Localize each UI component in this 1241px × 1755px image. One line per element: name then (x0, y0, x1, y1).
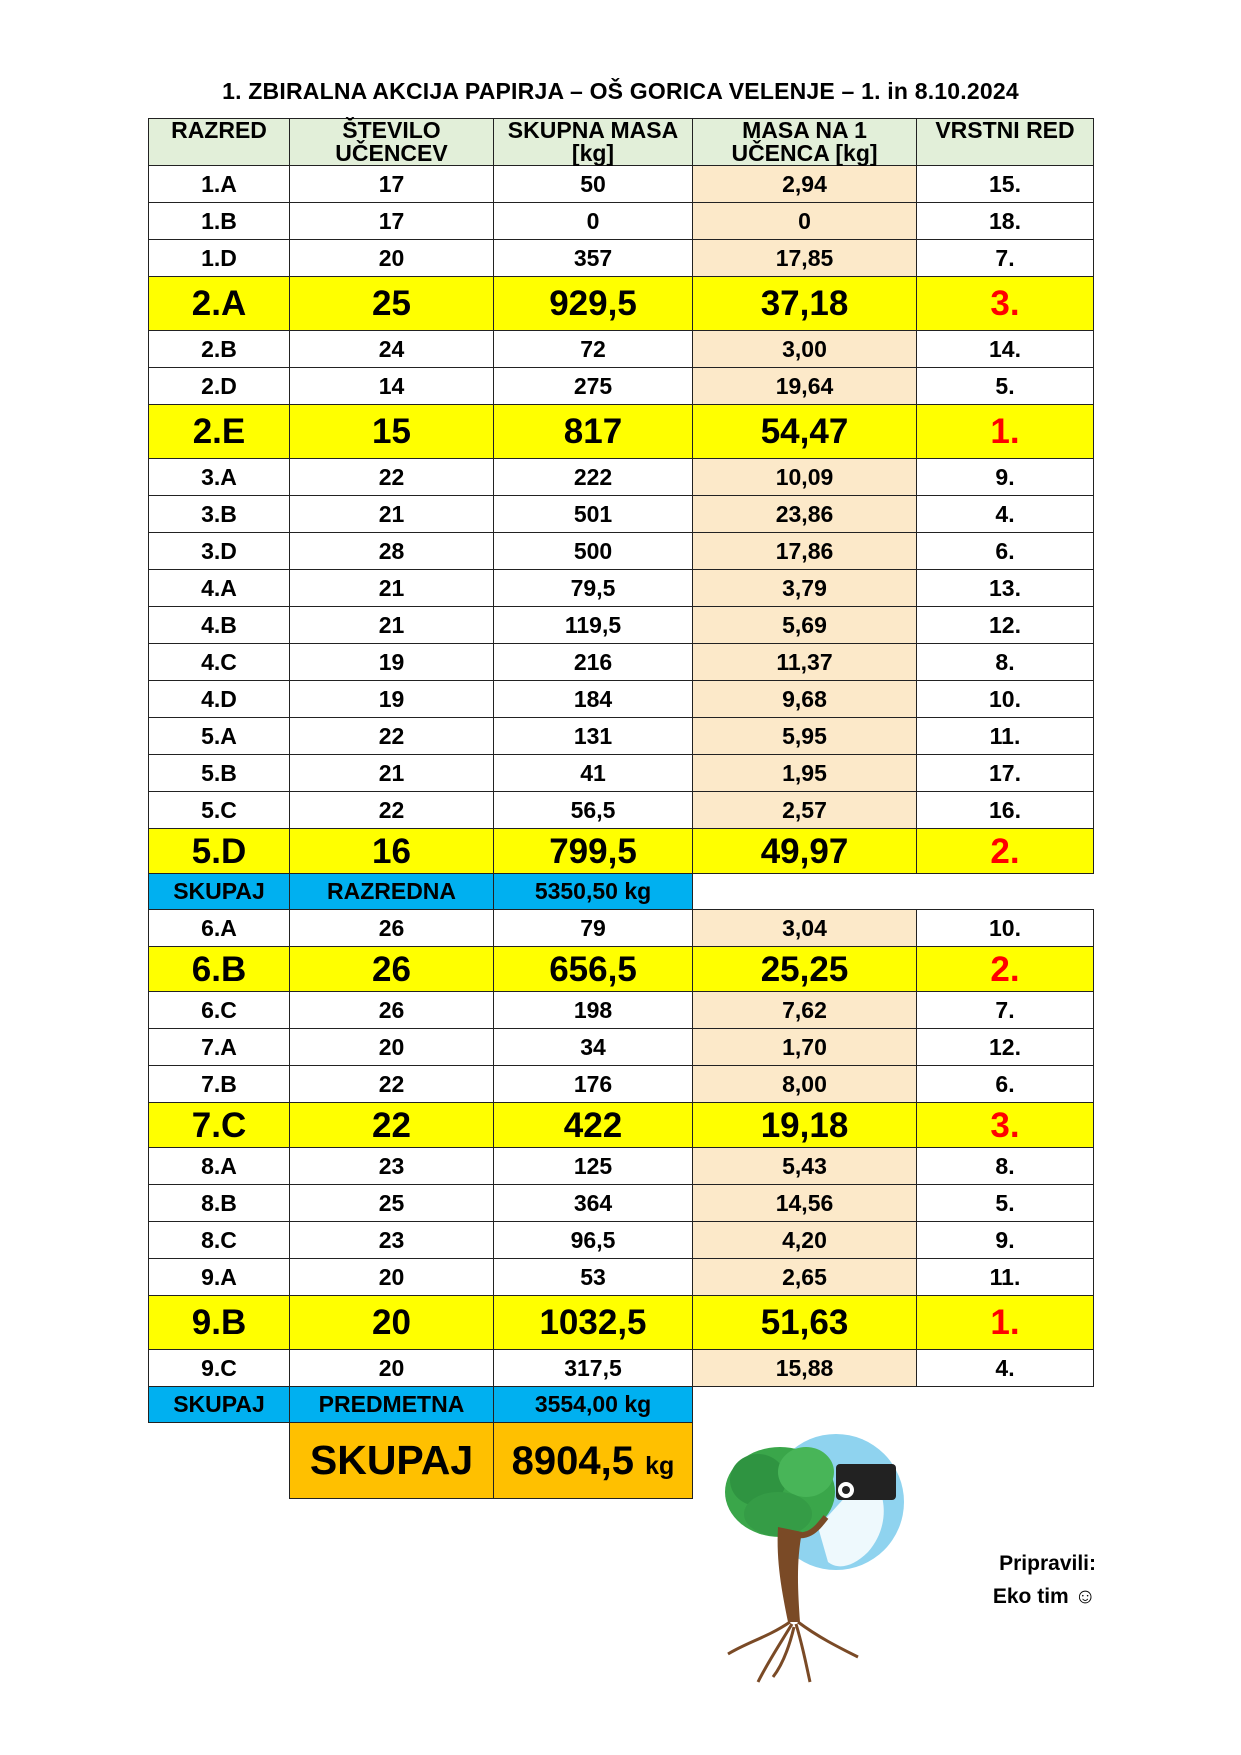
cell-stevilo-ucencev: 20 (290, 1296, 494, 1350)
cell-masa-na-ucenca: 5,69 (693, 607, 917, 644)
cell-stevilo-ucencev: 23 (290, 1222, 494, 1259)
empty-cell (149, 1423, 290, 1499)
cell-skupna-masa: 79 (494, 910, 693, 947)
cell-razred: 5.D (149, 829, 290, 874)
cell-masa-na-ucenca: 17,86 (693, 533, 917, 570)
table-row (149, 166, 1094, 203)
cell-masa-na-ucenca: 0 (693, 203, 917, 240)
cell-razred: 4.D (149, 681, 290, 718)
cell-stevilo-ucencev: 22 (290, 792, 494, 829)
table-row (149, 368, 1094, 405)
cell-skupna-masa: 72 (494, 331, 693, 368)
cell-masa-na-ucenca: 14,56 (693, 1185, 917, 1222)
cell-masa-na-ucenca: 19,64 (693, 368, 917, 405)
cell-razred: 4.C (149, 644, 290, 681)
cell-vrstni-red: 7. (917, 240, 1094, 277)
cell-razred: 2.A (149, 277, 290, 331)
cell-stevilo-ucencev: 28 (290, 533, 494, 570)
cell-stevilo-ucencev: 23 (290, 1148, 494, 1185)
cell-masa-na-ucenca: 23,86 (693, 496, 917, 533)
cell-vrstni-red: 4. (917, 1350, 1094, 1387)
table-row (149, 910, 1094, 947)
cell-vrstni-red: 17. (917, 755, 1094, 792)
cell-razred: 6.C (149, 992, 290, 1029)
cell-vrstni-red: 8. (917, 644, 1094, 681)
table-row (149, 570, 1094, 607)
credits (993, 1547, 1096, 1613)
cell-skupna-masa: 125 (494, 1148, 693, 1185)
table-row (149, 829, 1094, 874)
cell-masa-na-ucenca: 1,70 (693, 1029, 917, 1066)
cell-skupna-masa: 817 (494, 405, 693, 459)
cell-stevilo-ucencev: 19 (290, 644, 494, 681)
total-value: 3554,00 kg (494, 1387, 693, 1423)
cell-razred: 3.A (149, 459, 290, 496)
cell-vrstni-red: 10. (917, 681, 1094, 718)
cell-skupna-masa: 79,5 (494, 570, 693, 607)
header-razred: RAZRED (149, 119, 290, 166)
cell-vrstni-red: 14. (917, 331, 1094, 368)
cell-masa-na-ucenca: 3,00 (693, 331, 917, 368)
cell-skupna-masa: 929,5 (494, 277, 693, 331)
table-row (149, 644, 1094, 681)
cell-masa-na-ucenca: 10,09 (693, 459, 917, 496)
empty-cell (693, 1387, 917, 1423)
cell-skupna-masa: 50 (494, 166, 693, 203)
cell-razred: 7.C (149, 1103, 290, 1148)
cell-skupna-masa: 500 (494, 533, 693, 570)
cell-razred: 3.D (149, 533, 290, 570)
table-row (149, 992, 1094, 1029)
cell-masa-na-ucenca: 37,18 (693, 277, 917, 331)
cell-skupna-masa: 56,5 (494, 792, 693, 829)
header-vrstni-red: VRSTNI RED (917, 119, 1094, 166)
cell-masa-na-ucenca: 1,95 (693, 755, 917, 792)
cell-razred: 2.B (149, 331, 290, 368)
cell-razred: 1.A (149, 166, 290, 203)
cell-stevilo-ucencev: 25 (290, 277, 494, 331)
table-row (149, 1029, 1094, 1066)
credits-line-1: Pripravili: (999, 1552, 1096, 1575)
total-label: SKUPAJ (149, 1387, 290, 1423)
table-row (149, 277, 1094, 331)
cell-razred: 8.B (149, 1185, 290, 1222)
cell-masa-na-ucenca: 2,94 (693, 166, 917, 203)
cell-vrstni-red: 16. (917, 792, 1094, 829)
cell-stevilo-ucencev: 20 (290, 240, 494, 277)
grand-total-value (494, 1423, 693, 1499)
razredna-total-row (149, 874, 1094, 910)
results-table (148, 118, 1094, 1499)
cell-stevilo-ucencev: 15 (290, 405, 494, 459)
cell-stevilo-ucencev: 17 (290, 203, 494, 240)
cell-skupna-masa: 799,5 (494, 829, 693, 874)
cell-vrstni-red: 8. (917, 1148, 1094, 1185)
cell-masa-na-ucenca: 9,68 (693, 681, 917, 718)
table-row (149, 1259, 1094, 1296)
header-masa-na-ucenca: MASA NA 1 UČENCA [kg] (693, 119, 917, 166)
cell-stevilo-ucencev: 16 (290, 829, 494, 874)
cell-masa-na-ucenca: 25,25 (693, 947, 917, 992)
cell-masa-na-ucenca: 2,57 (693, 792, 917, 829)
cell-razred: 7.A (149, 1029, 290, 1066)
empty-cell (917, 1423, 1094, 1499)
cell-stevilo-ucencev: 21 (290, 570, 494, 607)
table-row (149, 459, 1094, 496)
cell-stevilo-ucencev: 22 (290, 1103, 494, 1148)
cell-stevilo-ucencev: 20 (290, 1029, 494, 1066)
grand-total-label: SKUPAJ (290, 1423, 494, 1499)
header-row (149, 119, 1094, 166)
cell-razred: 4.B (149, 607, 290, 644)
header-skupna-masa: SKUPNA MASA [kg] (494, 119, 693, 166)
cell-skupna-masa: 422 (494, 1103, 693, 1148)
cell-stevilo-ucencev: 22 (290, 1066, 494, 1103)
cell-razred: 4.A (149, 570, 290, 607)
total-label: SKUPAJ (149, 874, 290, 910)
cell-vrstni-red: 10. (917, 910, 1094, 947)
cell-vrstni-red: 6. (917, 533, 1094, 570)
cell-stevilo-ucencev: 26 (290, 992, 494, 1029)
table-row (149, 1066, 1094, 1103)
total-type: PREDMETNA (290, 1387, 494, 1423)
cell-masa-na-ucenca: 3,79 (693, 570, 917, 607)
cell-masa-na-ucenca: 15,88 (693, 1350, 917, 1387)
table-row (149, 1350, 1094, 1387)
cell-stevilo-ucencev: 26 (290, 910, 494, 947)
cell-vrstni-red: 18. (917, 203, 1094, 240)
cell-vrstni-red: 2. (917, 947, 1094, 992)
cell-razred: 1.D (149, 240, 290, 277)
cell-skupna-masa: 222 (494, 459, 693, 496)
cell-vrstni-red: 11. (917, 1259, 1094, 1296)
cell-skupna-masa: 184 (494, 681, 693, 718)
table-row (149, 1185, 1094, 1222)
cell-stevilo-ucencev: 14 (290, 368, 494, 405)
credits-line-2: Eko tim ☺ (992, 1585, 1096, 1608)
cell-vrstni-red: 13. (917, 570, 1094, 607)
cell-masa-na-ucenca: 19,18 (693, 1103, 917, 1148)
cell-stevilo-ucencev: 25 (290, 1185, 494, 1222)
cell-skupna-masa: 119,5 (494, 607, 693, 644)
table-row (149, 331, 1094, 368)
cell-razred: 7.B (149, 1066, 290, 1103)
cell-masa-na-ucenca: 5,95 (693, 718, 917, 755)
cell-skupna-masa: 1032,5 (494, 1296, 693, 1350)
cell-skupna-masa: 53 (494, 1259, 693, 1296)
cell-masa-na-ucenca: 17,85 (693, 240, 917, 277)
cell-skupna-masa: 198 (494, 992, 693, 1029)
cell-razred: 3.B (149, 496, 290, 533)
cell-stevilo-ucencev: 21 (290, 496, 494, 533)
cell-stevilo-ucencev: 22 (290, 459, 494, 496)
empty-cell (693, 874, 917, 910)
cell-skupna-masa: 357 (494, 240, 693, 277)
cell-masa-na-ucenca: 5,43 (693, 1148, 917, 1185)
cell-vrstni-red: 2. (917, 829, 1094, 874)
cell-razred: 5.C (149, 792, 290, 829)
document-title: 1. ZBIRALNA AKCIJA PAPIRJA – OŠ GORICA VELENJE – 1. in 8.10.2024 (222, 78, 1019, 104)
table-row (149, 1296, 1094, 1350)
cell-razred: 5.A (149, 718, 290, 755)
cell-vrstni-red: 5. (917, 1185, 1094, 1222)
cell-vrstni-red: 9. (917, 459, 1094, 496)
cell-skupna-masa: 216 (494, 644, 693, 681)
cell-stevilo-ucencev: 21 (290, 607, 494, 644)
cell-masa-na-ucenca: 7,62 (693, 992, 917, 1029)
grand-total-row (149, 1423, 1094, 1499)
grand-total-unit: kg (645, 1451, 675, 1480)
cell-stevilo-ucencev: 24 (290, 331, 494, 368)
table-row (149, 496, 1094, 533)
eko-tim-tree-logo (718, 1432, 918, 1692)
cell-masa-na-ucenca: 54,47 (693, 405, 917, 459)
cell-stevilo-ucencev: 21 (290, 755, 494, 792)
cell-vrstni-red: 12. (917, 607, 1094, 644)
cell-skupna-masa: 364 (494, 1185, 693, 1222)
cell-razred: 2.E (149, 405, 290, 459)
cell-masa-na-ucenca: 3,04 (693, 910, 917, 947)
table-row (149, 1103, 1094, 1148)
cell-vrstni-red: 1. (917, 405, 1094, 459)
cell-razred: 8.A (149, 1148, 290, 1185)
cell-masa-na-ucenca: 49,97 (693, 829, 917, 874)
cell-skupna-masa: 317,5 (494, 1350, 693, 1387)
cell-stevilo-ucencev: 19 (290, 681, 494, 718)
cell-razred: 6.A (149, 910, 290, 947)
cell-masa-na-ucenca: 2,65 (693, 1259, 917, 1296)
table-row (149, 718, 1094, 755)
cell-masa-na-ucenca: 8,00 (693, 1066, 917, 1103)
table-row (149, 405, 1094, 459)
cell-vrstni-red: 11. (917, 718, 1094, 755)
cell-razred: 2.D (149, 368, 290, 405)
cell-razred: 9.C (149, 1350, 290, 1387)
cell-vrstni-red: 12. (917, 1029, 1094, 1066)
total-type: RAZREDNA (290, 874, 494, 910)
cell-skupna-masa: 275 (494, 368, 693, 405)
cell-razred: 9.B (149, 1296, 290, 1350)
header-stevilo: ŠTEVILO UČENCEV (290, 119, 494, 166)
cell-skupna-masa: 0 (494, 203, 693, 240)
cell-masa-na-ucenca: 4,20 (693, 1222, 917, 1259)
cell-masa-na-ucenca: 51,63 (693, 1296, 917, 1350)
cell-vrstni-red: 3. (917, 1103, 1094, 1148)
predmetna-total-row (149, 1387, 1094, 1423)
cell-skupna-masa: 501 (494, 496, 693, 533)
empty-cell (917, 874, 1094, 910)
cell-razred: 1.B (149, 203, 290, 240)
table-row (149, 240, 1094, 277)
cell-stevilo-ucencev: 22 (290, 718, 494, 755)
table-row (149, 203, 1094, 240)
table-row (149, 792, 1094, 829)
cell-vrstni-red: 7. (917, 992, 1094, 1029)
table-row (149, 607, 1094, 644)
cell-skupna-masa: 41 (494, 755, 693, 792)
cell-stevilo-ucencev: 26 (290, 947, 494, 992)
cell-vrstni-red: 6. (917, 1066, 1094, 1103)
cell-stevilo-ucencev: 20 (290, 1350, 494, 1387)
table-row (149, 1148, 1094, 1185)
empty-cell (917, 1387, 1094, 1423)
table-row (149, 533, 1094, 570)
cell-vrstni-red: 3. (917, 277, 1094, 331)
cell-vrstni-red: 9. (917, 1222, 1094, 1259)
table-row (149, 1222, 1094, 1259)
cell-razred: 8.C (149, 1222, 290, 1259)
cell-vrstni-red: 4. (917, 496, 1094, 533)
cell-skupna-masa: 34 (494, 1029, 693, 1066)
cell-skupna-masa: 656,5 (494, 947, 693, 992)
grand-total-number: 8904,5 (511, 1438, 635, 1483)
cell-masa-na-ucenca: 11,37 (693, 644, 917, 681)
table-row (149, 755, 1094, 792)
cell-vrstni-red: 5. (917, 368, 1094, 405)
cell-vrstni-red: 15. (917, 166, 1094, 203)
cell-razred: 5.B (149, 755, 290, 792)
table-row (149, 947, 1094, 992)
cell-razred: 6.B (149, 947, 290, 992)
cell-skupna-masa: 131 (494, 718, 693, 755)
cell-stevilo-ucencev: 17 (290, 166, 494, 203)
total-value: 5350,50 kg (494, 874, 693, 910)
cell-stevilo-ucencev: 20 (290, 1259, 494, 1296)
table-row (149, 681, 1094, 718)
cell-razred: 9.A (149, 1259, 290, 1296)
cell-skupna-masa: 96,5 (494, 1222, 693, 1259)
cell-skupna-masa: 176 (494, 1066, 693, 1103)
cell-vrstni-red: 1. (917, 1296, 1094, 1350)
